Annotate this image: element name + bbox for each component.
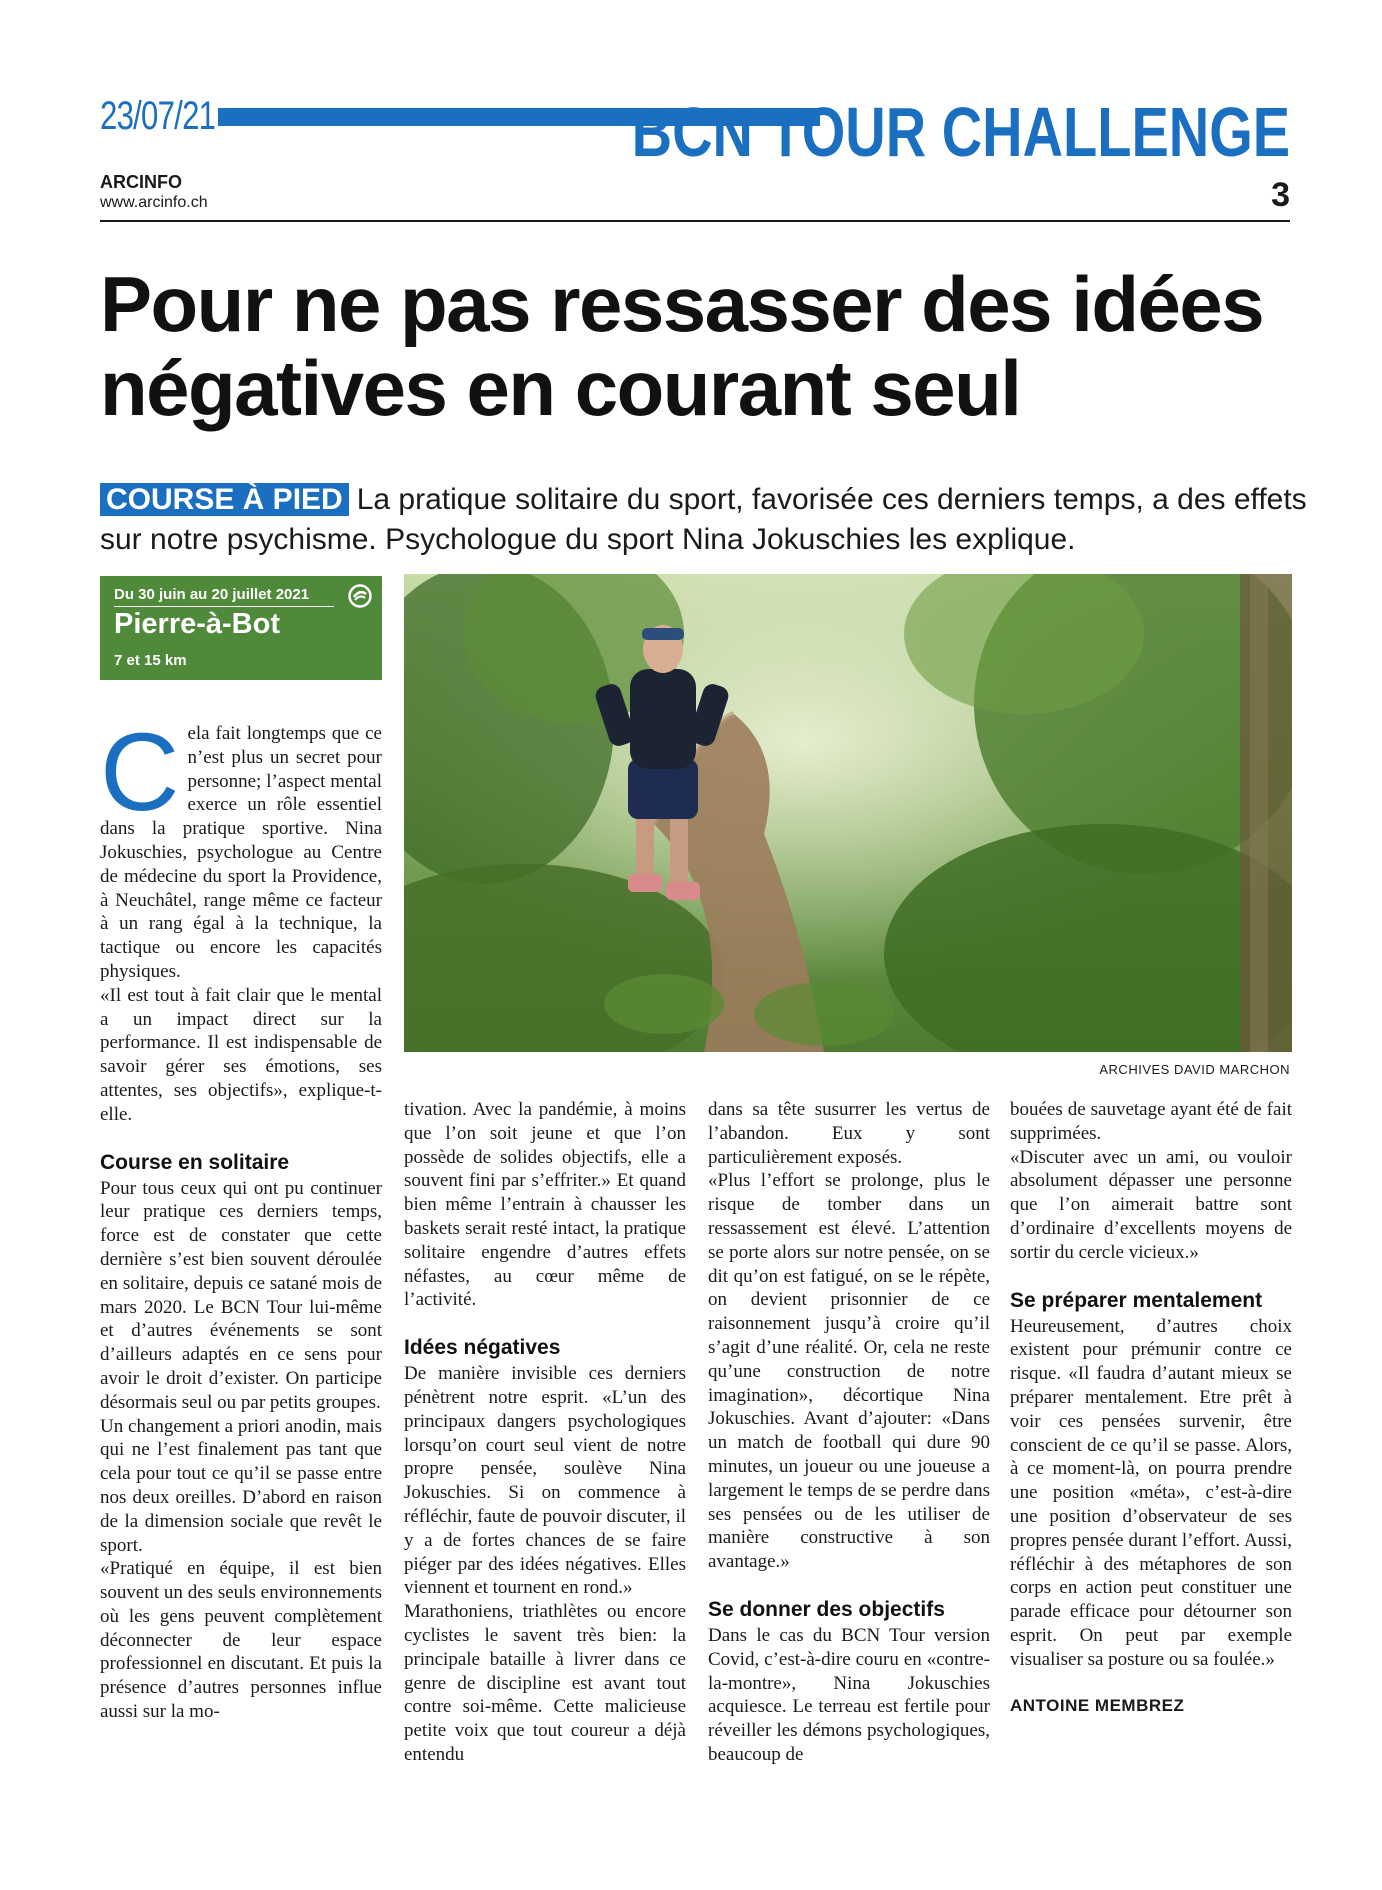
- photo-credit: ARCHIVES DAVID MARCHON: [1099, 1062, 1290, 1077]
- runner-photo: [404, 574, 1292, 1052]
- publication-brand: ARCINFO: [100, 172, 182, 192]
- kicker-badge: COURSE À PIED: [100, 483, 349, 516]
- paragraph: Un changement a priori anodin, mais qui ne l’est finalement pas tant que cela pour tout ce qu’il se passe entre nos deux oreilles. D’abord en raison de la dimension sociale que revêt le sport.: [100, 1415, 382, 1556]
- paragraph: «Pratiqué en équipe, il est bien souvent un des seuls environnements où les gens peuvent complètement déconnecter de leur espace professionnel en discutant. Et puis la présence d’autres personnes influe aussi sur la mo-: [100, 1558, 382, 1723]
- paragraph: «Plus l’effort se prolonge, plus le risque de tomber dans un ressassement est élevé. L’attention se porte alors sur notre pensée, on se dit qu’on est fatigué, on se le répète, on devient prisonnier de ce raisonnement jusqu’à croire qu’il s’agit d’une réalité. Or, cela ne reste qu’une construction de notre imagination», décortique Nina Jokuschies. Avant d’ajouter: «Dans un match de football qui dure 90 minutes, un joueur ou une joueuse a largement le temps de se perdre dans ses pensées ou de les utiliser de manière constructive à son avantage.»: [708, 1170, 990, 1573]
- paragraph: tivation. Avec la pandémie, à moins que l’on soit jeune et que l’on possède de solides objectifs, elle a souvent fini par s’effriter.» Et quand bien même l’entrain à chausser les baskets serait resté intact, la pratique solitaire engendre d’autres effets néfastes, au cœur même de l’activité.: [404, 1099, 686, 1311]
- paragraph: Dans le cas du BCN Tour version Covid, c’est-à-dire couru en «contre-la-montre», Nina Jokuschies acquiesce. Le terreau est fertile pour réveiller les démons psychologiques, beaucoup de: [708, 1624, 990, 1765]
- event-dates: Du 30 juin au 20 juillet 2021: [114, 586, 310, 603]
- paragraph: Heureusement, d’autres choix existent pour prémunir contre ce risque. «Il faudra d’autant mieux se préparer mentalement. Etre prêt à voir ces pensées survenir, être conscient de ce qu’il se passe. Alors, à ce moment-là, on pourra prendre une position «méta», c’est-à-dire une position d’observateur de ses propres pensée durant l’effort. Aussi, réfléchir à des métaphores de son corps en action peut constituer une parade efficace pour détourner son esprit. On peut par exemple visualiser sa posture ou sa foulée.»: [1010, 1315, 1292, 1670]
- event-distance: 7 et 15 km: [114, 652, 187, 669]
- paragraph: dans sa tête susurrer les vertus de l’abandon. Eux y sont particulièrement exposés.: [708, 1099, 990, 1168]
- forest-runner-illustration: [404, 574, 1292, 1052]
- subheading: Se préparer mentalement: [1010, 1288, 1263, 1312]
- info-underline: [114, 606, 334, 607]
- issue-date: 23/07/21: [100, 94, 216, 138]
- lede: [100, 480, 1310, 560]
- page-number: 3: [1271, 176, 1290, 214]
- article-column-2: [404, 1098, 686, 1767]
- author-signature: ANTOINE MEMBREZ: [1010, 1695, 1185, 1715]
- paragraph: Marathoniens, triathlètes ou encore cyclistes le savent très bien: la principale bataille à livrer dans ce genre de discipline est avant tout contre soi-même. Cette malicieuse petite voix que tout coureur a déjà entendu: [404, 1601, 686, 1765]
- paragraph: «Discuter avec un ami, ou vouloir absolument dépasser une personne que l’on aimerait battre sont d’ordinaire d’excellents moyens de sortir du cercle vicieux.»: [1010, 1146, 1292, 1263]
- drop-cap: C: [100, 711, 180, 834]
- article-column-1: [100, 711, 382, 1724]
- paragraph: Pour tous ceux qui ont pu continuer leur pratique ces derniers temps, force est de constater que cette dernière s’est bien souvent déroulée en solitaire, depuis ce satané mois de mars 2020. Le BCN Tour lui-même et d’autres événements se sont d’ailleurs adaptés en ce sens pour avoir le droit d’exister. On participe désormais seul ou par petits groupes.: [100, 1177, 382, 1413]
- event-location: Pierre-à-Bot: [114, 608, 280, 640]
- section-title: BCN TOUR CHALLENGE: [631, 93, 1290, 171]
- paragraph-text: ela fait longtemps que ce n’est plus un secret pour personne; l’aspect mental exerce un rôle essentiel dans la pratique sportive. Nina Jokuschies, psychologue au Centre de médecine du sport la Providence, à Neuchâtel, range même ce facteur à un rang égal à la technique, la tactique ou encore les capacités physiques.: [100, 723, 382, 982]
- headline-line-2: négatives en courant seul: [100, 344, 1021, 432]
- article-column-3: [708, 1098, 990, 1767]
- paragraph: bouées de sauvetage ayant été de fait supprimées.: [1010, 1099, 1292, 1144]
- headline-line-1: Pour ne pas ressasser des idées: [100, 260, 1264, 348]
- lede-text: La pratique solitaire du sport, favorisée ces derniers temps, a des effets sur notre psychisme. Psychologue du sport Nina Jokuschies les explique.: [100, 483, 1307, 556]
- publication-url[interactable]: www.arcinfo.ch: [100, 194, 208, 211]
- subheading: Course en solitaire: [100, 1150, 290, 1174]
- header-rule: [100, 220, 1290, 222]
- paragraph: De manière invisible ces derniers pénètrent notre esprit. «L’un des principaux dangers psychologiques lorsqu’on court seul vient de notre propre pensée, soulève Nina Jokuschies. Si on commence à réfléchir, faute de pouvoir discuter, il y a de fortes chances de se faire piéger par des idées négatives. Elles viennent et tournent en rond.»: [404, 1363, 686, 1599]
- paragraph: «Il est tout à fait clair que le mental a un impact direct sur la performance. Il est indispensable de savoir gérer ses émotions, ses attentes, ses objectifs», explique-t-elle.: [100, 984, 382, 1125]
- subheading: Idées négatives: [404, 1336, 561, 1360]
- article-column-4: [1010, 1098, 1292, 1717]
- event-info-box: [100, 576, 382, 680]
- subheading: Se donner des objectifs: [708, 1597, 945, 1621]
- bcn-tour-logo-icon: [348, 584, 372, 608]
- paragraph: [100, 711, 382, 984]
- headline: [100, 262, 1300, 430]
